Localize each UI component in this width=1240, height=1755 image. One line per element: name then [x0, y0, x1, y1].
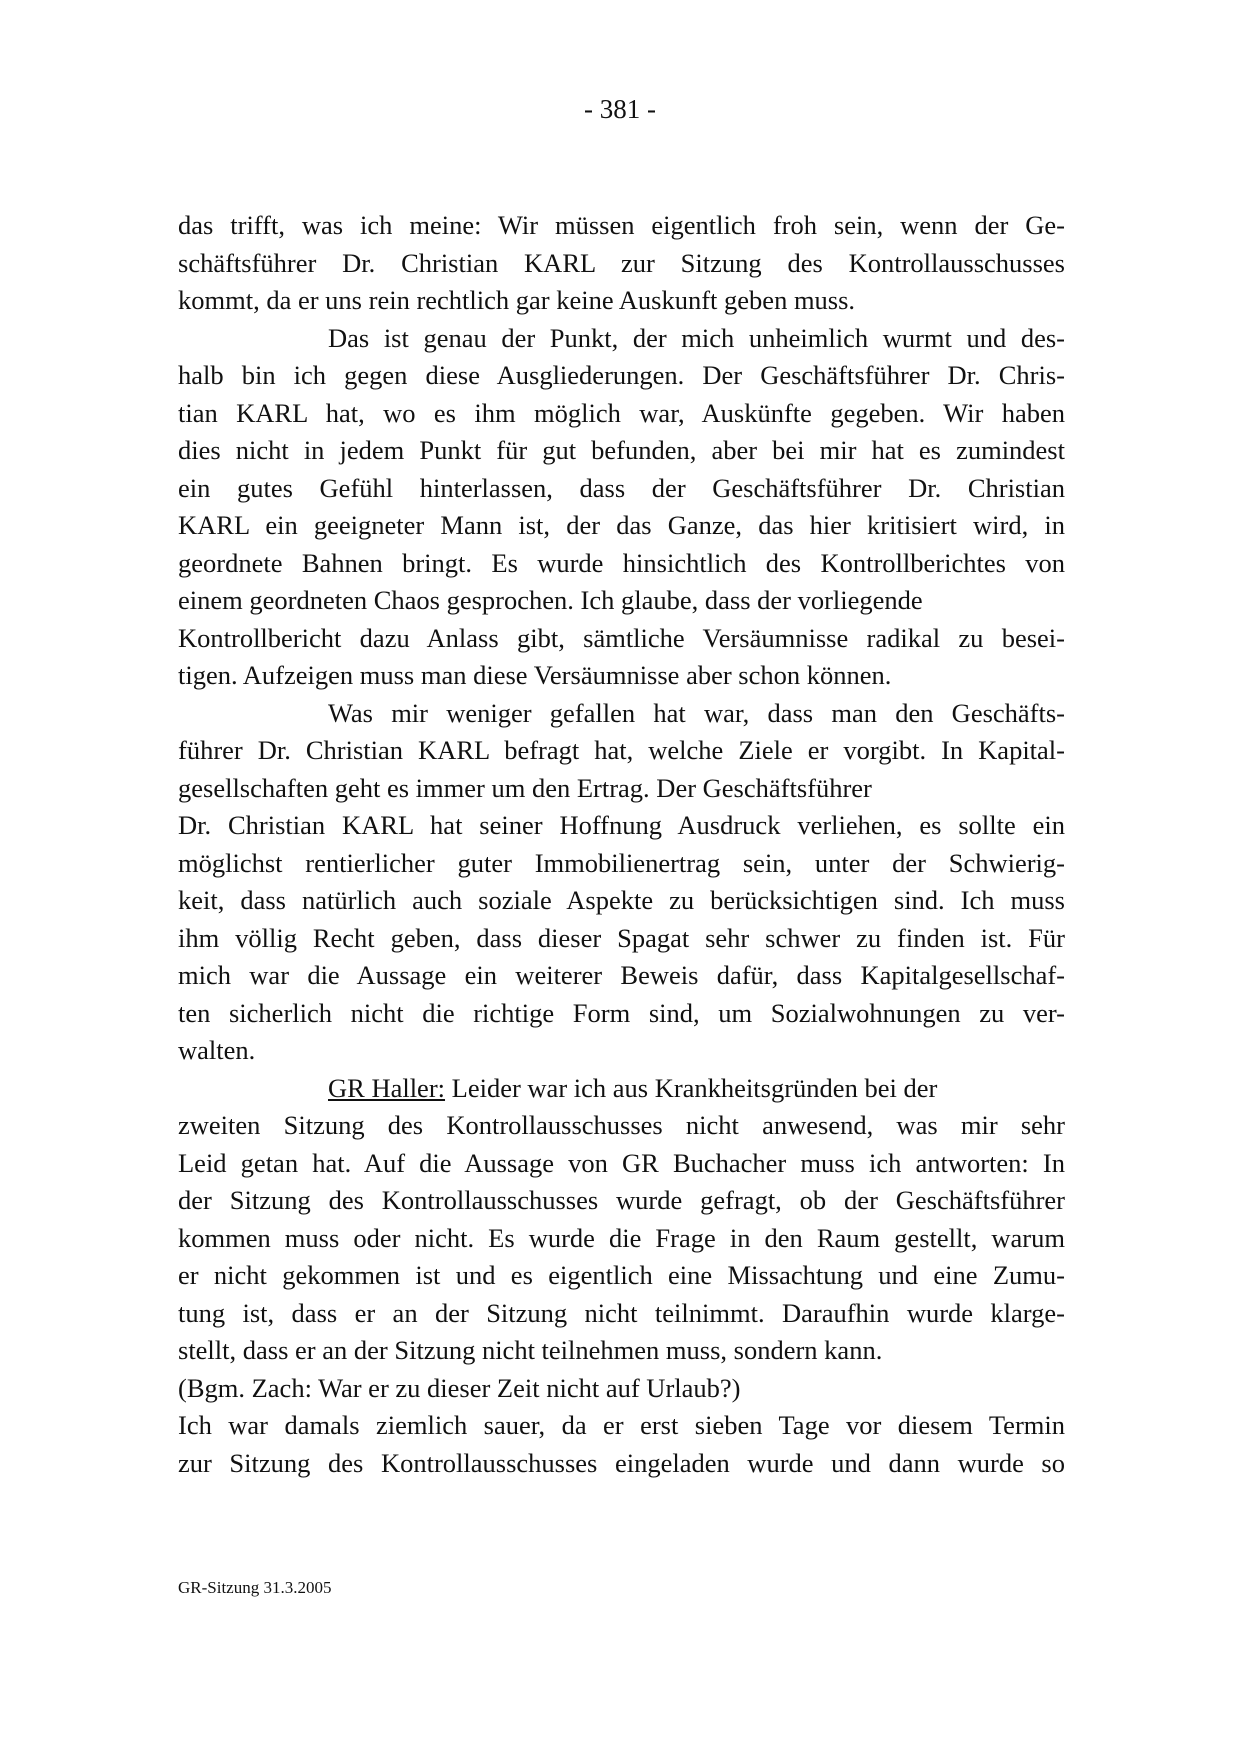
text-line: gesellschaften geht es immer um den Ertrag. Der Geschäftsführer: [178, 772, 872, 803]
text-line: der Sitzung des Kontrollausschusses wurde gefragt, ob der Geschäftsführer: [178, 1185, 1065, 1215]
document-body: [178, 207, 1065, 1482]
text-line: kommt, da er uns rein rechtlich gar keine Auskunft geben muss.: [178, 285, 856, 315]
text-fragment: Leider war ich aus Krankheitsgründen bei der: [445, 1072, 938, 1103]
speaker-name: GR Haller:: [328, 1072, 446, 1103]
footer-session-date: GR-Sitzung 31.3.2005: [178, 1578, 332, 1597]
text-line: KARL ein geeigneter Mann ist, der das Ganze, das hier kritisiert wird, in: [178, 510, 1065, 540]
text-line: mich war die Aussage ein weiterer Beweis dafür, dass Kapitalgesellschaf-: [178, 960, 1065, 990]
text-line: Das ist genau der Punkt, der mich unheimlich wurmt und des-: [328, 322, 1065, 353]
text-line: keit, dass natürlich auch soziale Aspekte zu berücksichtigen sind. Ich muss: [178, 885, 1065, 915]
text-line: ihm völlig Recht geben, dass dieser Spagat sehr schwer zu finden ist. Für: [178, 922, 1065, 953]
text-line: dies nicht in jedem Punkt für gut befunden, aber bei mir hat es zumindest: [178, 435, 1065, 465]
text-line: Dr. Christian KARL hat seiner Hoffnung Ausdruck verliehen, es sollte ein: [178, 810, 1065, 840]
text-line: ten sicherlich nicht die richtige Form sind, um Sozialwohnungen zu ver-: [178, 997, 1065, 1028]
text-line: einem geordneten Chaos gesprochen. Ich glaube, dass der vorliegende: [178, 585, 923, 615]
text-line: kommen muss oder nicht. Es wurde die Frage in den Raum gestellt, warum: [178, 1222, 1065, 1253]
text-line: tigen. Aufzeigen muss man diese Versäumnisse aber schon können.: [178, 660, 892, 690]
paragraph: [178, 320, 1065, 695]
text-line: das trifft, was ich meine: Wir müssen eigentlich froh sein, wenn der Ge-: [178, 210, 1065, 240]
text-line: er nicht gekommen ist und es eigentlich eine Missachtung und eine Zumu-: [178, 1260, 1065, 1290]
text-line: Leid getan hat. Auf die Aussage von GR Buchacher muss ich antworten: In: [178, 1147, 1065, 1178]
text-line: tian KARL hat, wo es ihm möglich war, Auskünfte gegeben. Wir haben: [178, 397, 1065, 428]
text-line: halb bin ich gegen diese Ausgliederungen. Der Geschäftsführer Dr. Chris-: [178, 360, 1065, 390]
paragraph: [178, 207, 1065, 320]
text-line: führer Dr. Christian KARL befragt hat, welche Ziele er vorgibt. In Kapital-: [178, 735, 1065, 765]
text-line: zur Sitzung des Kontrollausschusses eingeladen wurde und dann wurde so: [178, 1447, 1065, 1478]
text-line: geordnete Bahnen bringt. Es wurde hinsichtlich des Kontrollberichtes von: [178, 547, 1065, 578]
text-line: walten.: [178, 1035, 256, 1065]
text-line: Kontrollbericht dazu Anlass gibt, sämtliche Versäumnisse radikal zu besei-: [178, 622, 1065, 653]
text-line: ein gutes Gefühl hinterlassen, dass der Geschäftsführer Dr. Christian: [178, 472, 1065, 503]
text-line: schäftsführer Dr. Christian KARL zur Sitzung des Kontrollausschusses: [178, 247, 1065, 278]
page-number: - 381 -: [584, 94, 656, 124]
text-line: stellt, dass er an der Sitzung nicht teilnehmen muss, sondern kann.: [178, 1335, 883, 1365]
paragraph: [178, 1407, 1065, 1482]
text-line: [178, 1070, 1065, 1108]
paragraph: [178, 1070, 1065, 1370]
text-line: (Bgm. Zach: War er zu dieser Zeit nicht auf Urlaub?): [178, 1372, 741, 1403]
text-line: zweiten Sitzung des Kontrollausschusses nicht anwesend, was mir sehr: [178, 1110, 1065, 1140]
interjection: [178, 1370, 1065, 1408]
text-line: Was mir weniger gefallen hat war, dass man den Geschäfts-: [328, 697, 1065, 728]
paragraph: [178, 695, 1065, 1070]
text-line: tung ist, dass er an der Sitzung nicht teilnimmt. Daraufhin wurde klarge-: [178, 1297, 1065, 1328]
text-line: möglichst rentierlicher guter Immobilienertrag sein, unter der Schwierig-: [178, 847, 1065, 878]
text-line: Ich war damals ziemlich sauer, da er erst sieben Tage vor diesem Termin: [178, 1410, 1065, 1440]
